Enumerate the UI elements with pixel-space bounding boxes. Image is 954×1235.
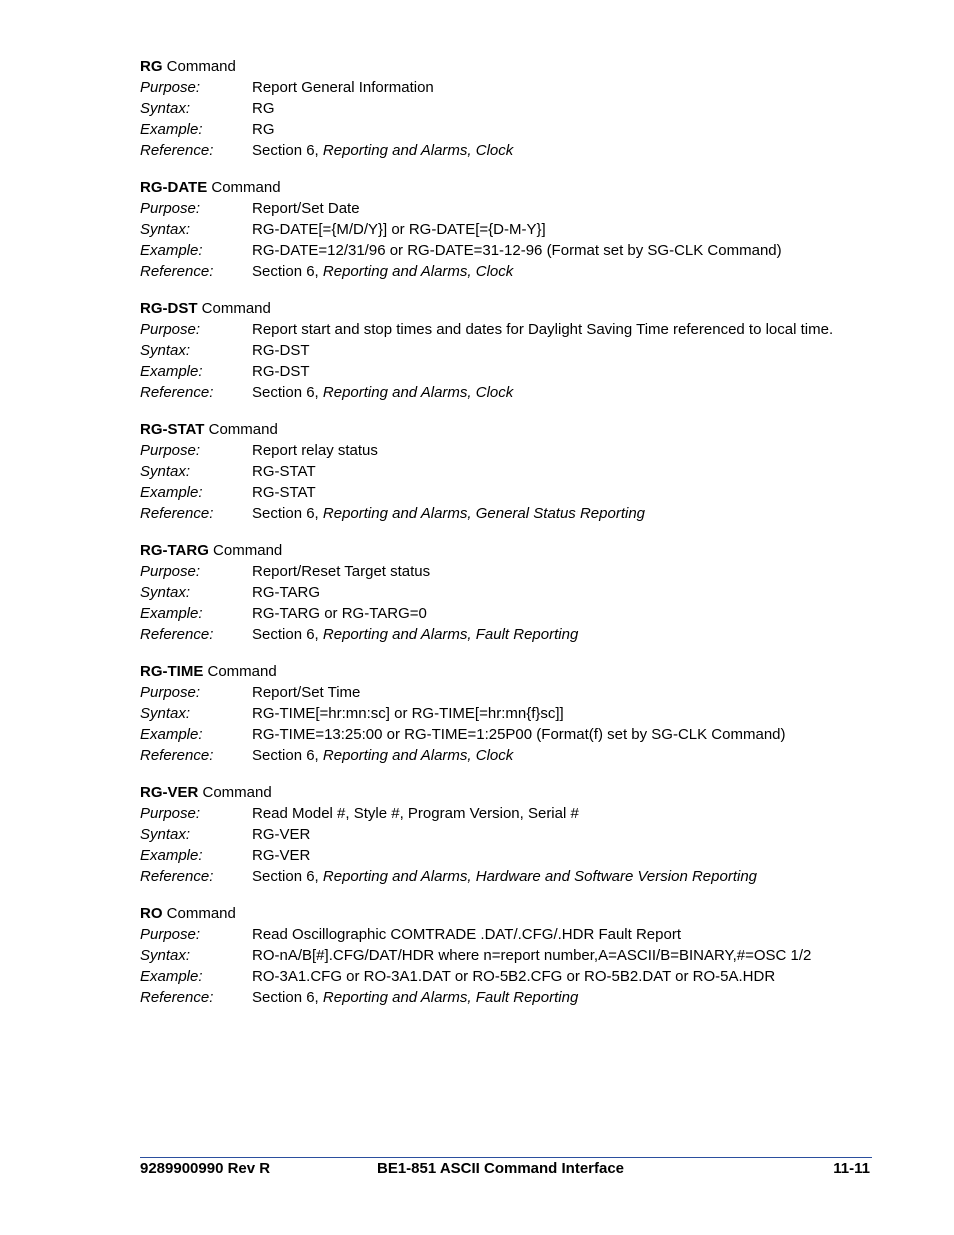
syntax-value: RO-nA/B[#].CFG/DAT/HDR where n=report number,A=ASCII/B=BINARY,#=OSC 1/2 <box>252 947 812 964</box>
reference-value <box>252 140 880 161</box>
syntax-row <box>140 461 880 482</box>
reference-section-title: Reporting and Alarms, Clock <box>322 384 514 401</box>
example-label: Example: <box>140 121 203 138</box>
syntax-row <box>140 98 880 119</box>
syntax-value: RG-DST <box>252 342 310 359</box>
command-heading <box>140 903 880 924</box>
command-name: RG-STAT <box>140 421 205 438</box>
command-suffix: Command <box>207 179 281 196</box>
command-block-rg <box>140 56 880 161</box>
syntax-row <box>140 703 880 724</box>
command-name: RG-VER <box>140 784 199 801</box>
reference-label: Reference: <box>140 868 214 885</box>
footer-title: BE1-851 ASCII Command Interface <box>377 1160 625 1177</box>
reference-prefix: Section 6, <box>252 626 323 643</box>
purpose-value: Report General Information <box>252 79 434 96</box>
syntax-label: Syntax: <box>140 705 191 722</box>
example-label: Example: <box>140 242 203 259</box>
command-block-ro <box>140 903 880 1008</box>
purpose-value: Report relay status <box>252 442 378 459</box>
purpose-label: Purpose: <box>140 442 201 459</box>
reference-prefix: Section 6, <box>252 263 323 280</box>
syntax-label: Syntax: <box>140 100 191 117</box>
reference-row <box>140 624 880 645</box>
example-value: RG-STAT <box>252 484 316 501</box>
reference-row <box>140 382 880 403</box>
syntax-value: RG-DATE[={M/D/Y}] or RG-DATE[={D-M-Y}] <box>252 221 546 238</box>
syntax-value: RG-VER <box>252 826 311 843</box>
syntax-row <box>140 945 880 966</box>
reference-value <box>252 624 880 645</box>
reference-section-title: Reporting and Alarms, Clock <box>322 747 514 764</box>
reference-value <box>252 382 880 403</box>
purpose-value: Report/Set Time <box>252 684 361 701</box>
command-heading <box>140 56 880 77</box>
syntax-row <box>140 219 880 240</box>
purpose-row <box>140 682 880 703</box>
command-suffix: Command <box>162 905 236 922</box>
reference-prefix: Section 6, <box>252 868 323 885</box>
command-block-rg-targ <box>140 540 880 645</box>
reference-value <box>252 866 880 887</box>
example-row <box>140 361 880 382</box>
example-label: Example: <box>140 726 203 743</box>
example-label: Example: <box>140 968 203 985</box>
syntax-label: Syntax: <box>140 947 191 964</box>
purpose-row <box>140 440 880 461</box>
command-heading <box>140 661 880 682</box>
example-row <box>140 603 880 624</box>
purpose-row <box>140 198 880 219</box>
command-block-rg-time <box>140 661 880 766</box>
reference-row <box>140 866 880 887</box>
reference-prefix: Section 6, <box>252 989 323 1006</box>
purpose-label: Purpose: <box>140 79 201 96</box>
example-value: RG-TIME=13:25:00 or RG-TIME=1:25P00 (Format(f) set by SG-CLK Command) <box>252 726 786 743</box>
syntax-label: Syntax: <box>140 221 191 238</box>
reference-row <box>140 987 880 1008</box>
example-value: RG <box>252 121 275 138</box>
syntax-label: Syntax: <box>140 342 191 359</box>
command-heading <box>140 298 880 319</box>
command-name: RG-TARG <box>140 542 209 559</box>
command-suffix: Command <box>197 300 271 317</box>
reference-section-title: Reporting and Alarms, Clock <box>322 263 514 280</box>
reference-section-title: Reporting and Alarms, Hardware and Software Version Reporting <box>322 868 757 885</box>
command-block-rg-dst <box>140 298 880 403</box>
command-heading <box>140 782 880 803</box>
purpose-value: Report start and stop times and dates for Daylight Saving Time referenced to local time. <box>252 321 834 338</box>
footer-doc-number: 9289900990 Rev R <box>140 1160 271 1177</box>
page-footer <box>140 1158 870 1180</box>
example-value: RG-DATE=12/31/96 or RG-DATE=31-12-96 (Format set by SG-CLK Command) <box>252 242 782 259</box>
command-heading <box>140 419 880 440</box>
purpose-row <box>140 77 880 98</box>
command-name: RG-DATE <box>140 179 208 196</box>
command-reference-body <box>140 56 880 1024</box>
command-block-rg-stat <box>140 419 880 524</box>
purpose-label: Purpose: <box>140 200 201 217</box>
command-name: RG <box>140 58 163 75</box>
syntax-value: RG <box>252 100 275 117</box>
purpose-label: Purpose: <box>140 805 201 822</box>
example-label: Example: <box>140 363 203 380</box>
example-row <box>140 240 880 261</box>
reference-prefix: Section 6, <box>252 747 323 764</box>
command-suffix: Command <box>204 421 278 438</box>
reference-label: Reference: <box>140 989 214 1006</box>
command-suffix: Command <box>203 663 277 680</box>
reference-label: Reference: <box>140 142 214 159</box>
example-value: RG-DST <box>252 363 310 380</box>
syntax-row <box>140 340 880 361</box>
example-value: RG-TARG or RG-TARG=0 <box>252 605 427 622</box>
reference-row <box>140 261 880 282</box>
purpose-label: Purpose: <box>140 563 201 580</box>
example-label: Example: <box>140 484 203 501</box>
example-row <box>140 119 880 140</box>
reference-value <box>252 261 880 282</box>
example-row <box>140 482 880 503</box>
example-value: RG-VER <box>252 847 311 864</box>
command-name: RG-DST <box>140 300 198 317</box>
reference-row <box>140 503 880 524</box>
example-row <box>140 724 880 745</box>
example-row <box>140 966 880 987</box>
footer-page-number: 11-11 <box>833 1160 870 1177</box>
example-label: Example: <box>140 605 203 622</box>
command-heading <box>140 177 880 198</box>
reference-section-title: Reporting and Alarms, General Status Reporting <box>322 505 646 522</box>
reference-value <box>252 503 880 524</box>
reference-section-title: Reporting and Alarms, Fault Reporting <box>322 989 579 1006</box>
purpose-label: Purpose: <box>140 321 201 338</box>
command-name: RO <box>140 905 163 922</box>
command-suffix: Command <box>198 784 272 801</box>
reference-value <box>252 745 880 766</box>
command-block-rg-date <box>140 177 880 282</box>
command-suffix: Command <box>162 58 236 75</box>
purpose-value: Read Oscillographic COMTRADE .DAT/.CFG/.HDR Fault Report <box>252 926 681 943</box>
syntax-row <box>140 824 880 845</box>
reference-label: Reference: <box>140 263 214 280</box>
reference-prefix: Section 6, <box>252 142 323 159</box>
example-value: RO-3A1.CFG or RO-3A1.DAT or RO-5B2.CFG or RO-5B2.DAT or RO-5A.HDR <box>252 968 776 985</box>
command-heading <box>140 540 880 561</box>
reference-label: Reference: <box>140 505 214 522</box>
purpose-value: Read Model #, Style #, Program Version, Serial # <box>252 805 579 822</box>
reference-prefix: Section 6, <box>252 384 323 401</box>
purpose-label: Purpose: <box>140 926 201 943</box>
example-label: Example: <box>140 847 203 864</box>
syntax-label: Syntax: <box>140 463 191 480</box>
reference-row <box>140 140 880 161</box>
purpose-row <box>140 561 880 582</box>
purpose-row <box>140 924 880 945</box>
reference-section-title: Reporting and Alarms, Clock <box>322 142 514 159</box>
reference-label: Reference: <box>140 626 214 643</box>
command-name: RG-TIME <box>140 663 204 680</box>
purpose-label: Purpose: <box>140 684 201 701</box>
reference-value <box>252 987 880 1008</box>
purpose-value: Report/Set Date <box>252 200 360 217</box>
syntax-label: Syntax: <box>140 584 191 601</box>
syntax-label: Syntax: <box>140 826 191 843</box>
reference-prefix: Section 6, <box>252 505 323 522</box>
command-block-rg-ver <box>140 782 880 887</box>
reference-row <box>140 745 880 766</box>
syntax-value: RG-TARG <box>252 584 321 601</box>
purpose-row <box>140 319 880 340</box>
syntax-value: RG-STAT <box>252 463 316 480</box>
command-suffix: Command <box>208 542 283 559</box>
example-row <box>140 845 880 866</box>
purpose-value: Report/Reset Target status <box>252 563 431 580</box>
reference-label: Reference: <box>140 747 214 764</box>
purpose-row <box>140 803 880 824</box>
reference-label: Reference: <box>140 384 214 401</box>
syntax-row <box>140 582 880 603</box>
reference-section-title: Reporting and Alarms, Fault Reporting <box>322 626 579 643</box>
syntax-value: RG-TIME[=hr:mn:sc] or RG-TIME[=hr:mn{f}sc]] <box>252 705 564 722</box>
